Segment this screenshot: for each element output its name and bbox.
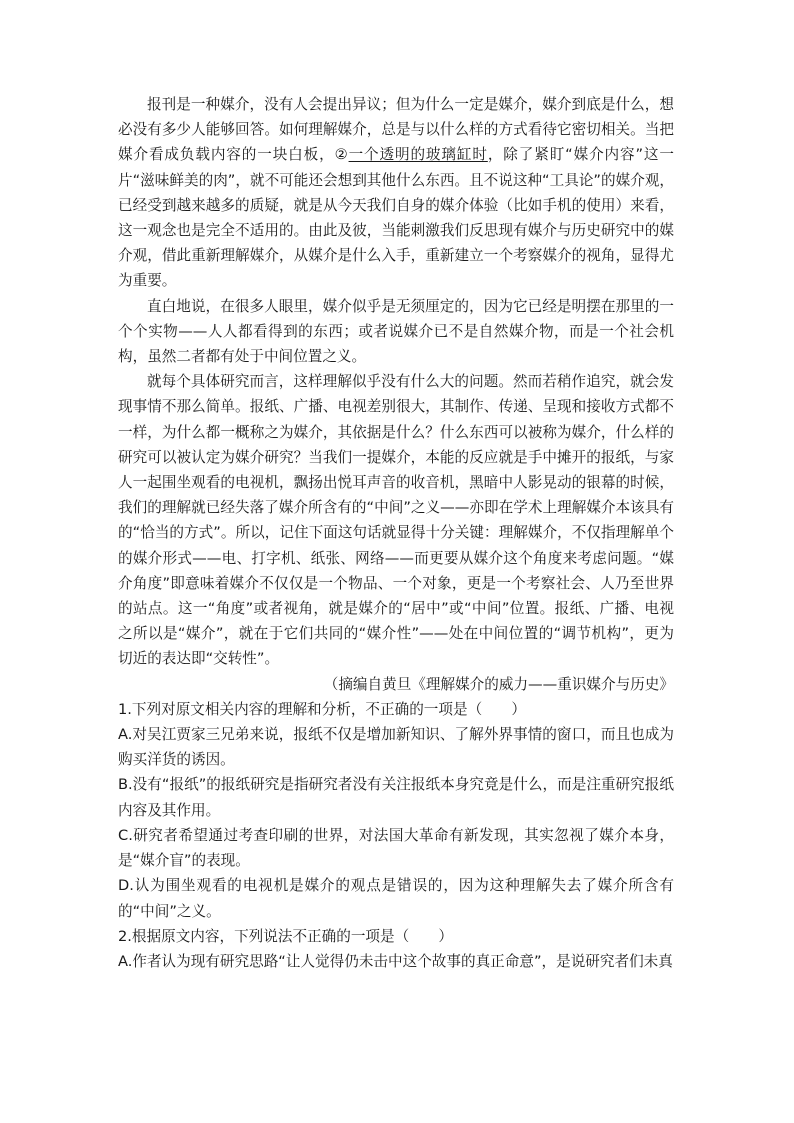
paragraph-2: 直白地说，在很多人眼里，媒介似乎是无须厘定的，因为它已经是明摆在那里的一个个实物——人人都看得到的东西；或者说媒介已不是自然媒介物，而是一个社会机构，虽然二者都有处于中间位置之义。 [118, 297, 674, 366]
question-2-option-a: A.作者认为现有研究思路“让人觉得仍未击中这个故事的真正命意”，是说研究者们未真 [118, 952, 673, 970]
paragraph-1-text-a: 报刊是一种媒介，没有人会提出异议；但为什么一定是媒介，媒介到底是什么，想必没有多少人能够回答。如何理解媒介，总是与以什么样的方式看待它密切相关。当把媒介看成负载内容的一块白板，② [118, 96, 674, 164]
paragraph-1 [118, 92, 674, 294]
question-1-stem: 1.下列对原文相关内容的理解和分析，不正确的一项是（ ） [118, 700, 526, 718]
question-1-option-b: B.没有“报纸”的报纸研究是指研究者没有关注报纸本身究竟是什么，而是注重研究报纸内容及其作用。 [118, 776, 674, 819]
question-1-option-c: C.研究者希望通过考查印刷的世界，对法国大革命有新发现，其实忽视了媒介本身，是“媒介盲”的表现。 [118, 826, 674, 870]
paragraph-1-text-b: ，除了紧盯“媒介内容”这一片“滋味鲜美的肉”，就不可能还会想到其他什么东西。且不说这种“工具论”的媒介观，已经受到越来越多的质疑，就是从今天我们自身的媒介体验（比如手机的使用）来看，这一观念也是完全不适用的。由此及彼，当能刺激我们反思现有媒介与历史研究中的媒介观，借此重新理解媒介，从媒介是什么入手，重新建立一个考察媒介的视角，显得尤为重要。 [118, 146, 674, 290]
source-citation: （摘编自黄旦《理解媒介的威力——重识媒介与历史》 [323, 675, 674, 693]
question-1-option-a: A.对吴江贾家三兄弟来说，报纸不仅是增加新知识、了解外界事情的窗口，而且也成为购买洋货的诱因。 [118, 726, 674, 769]
document-body [118, 92, 674, 974]
paragraph-3: 就每个具体研究而言，这样理解似乎没有什么大的问题。然而若稍作追究，就会发现事情不那么简单。报纸、广播、电视差别很大，其制作、传递、呈现和接收方式都不一样，为什么都一概称之为媒介，其依据是什么？什么东西可以被称为媒介，什么样的研究可以被认定为媒介研究？当我们一提媒介，本能的反应就是手中摊开的报纸，与家人一起围坐观看的电视机，飘扬出悦耳声音的收音机，黑暗中人影晃动的银幕的时候，我们的理解就已经失落了媒介所含有的“中间”之义——亦即在学术上理解媒介本该具有的“恰当的方式”。所以，记住下面这句话就显得十分关键：理解媒介，不仅指理解单个的媒介形式——电、打字机、纸张、网络——而更要从媒介这个角度来考虑问题。“媒介角度”即意味着媒介不仅仅是一个物品、一个对象，更是一个考察社会、人乃至世界的站点。这一“角度”或者视角，就是媒介的“居中”或“中间”位置。报纸、广播、电视之所以是“媒介”，就在于它们共同的“媒介性”——处在中间位置的“调节机构”，更为切近的表达即“交转性”。 [118, 373, 674, 668]
underlined-phrase: 一个透明的玻璃缸时 [348, 146, 488, 164]
question-1-option-d: D.认为围坐观看的电视机是媒介的观点是错误的，因为这种理解失去了媒介所含有的“中间”之义。 [118, 877, 674, 920]
question-2-stem: 2.根据原文内容，下列说法不正确的一项是（ ） [118, 927, 453, 945]
